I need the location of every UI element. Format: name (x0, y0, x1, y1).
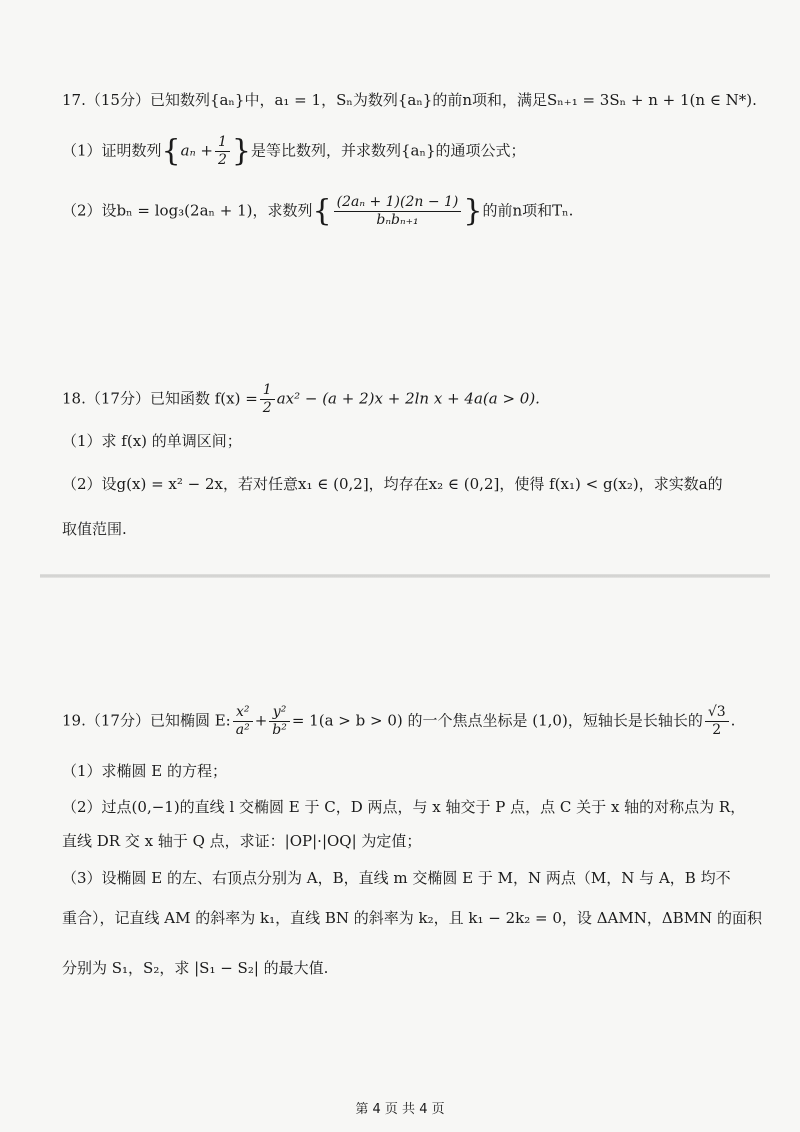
right-brace: } (231, 133, 252, 169)
q17-part1-fraction (215, 134, 230, 169)
q17-part2-fraction (334, 194, 462, 229)
q18-stem (62, 382, 770, 417)
fraction-denominator: 2 (262, 400, 272, 416)
q17-part2-suffix: 的前n项和Tₙ. (482, 201, 574, 220)
fraction-denominator: bₙbₙ₊₁ (376, 212, 419, 228)
q18-stem-fraction (260, 382, 275, 417)
q18-stem-suffix: ax² − (a + 2)x + 2ln x + 4a(a > 0). (276, 389, 540, 408)
fraction-numerator: x² (233, 704, 253, 722)
q17-stem: 17.（15分）已知数列{aₙ}中，a₁ = 1，Sₙ为数列{aₙ}的前n项和，满足Sₙ₊₁ = 3Sₙ + n + 1(n ∈ N*). (62, 91, 757, 109)
q17-part1-inner: aₙ + (180, 141, 213, 160)
page-footer: 第 4 页 共 4 页 (355, 1102, 445, 1117)
q19-part1: （1）求椭圆 E 的方程； (62, 762, 228, 780)
left-brace: { (312, 193, 332, 229)
q19-part3-line1: （3）设椭圆 E 的左、右顶点分别为 A，B，直线 m 交椭圆 E 于 M，N 两点（M，N 与 A，B 均不 (62, 869, 731, 887)
left-brace: { (161, 133, 181, 169)
q19-part2-line1: （2）过点(0,−1)的直线 l 交椭圆 E 于 C，D 两点，与 x 轴交于 P 点，点 C 关于 x 轴的对称点为 R， (62, 798, 746, 816)
q18-stem-prefix: 18.（17分）已知函数 f(x) = (62, 389, 258, 408)
fraction-numerator: 1 (215, 134, 230, 152)
q18-part2-line2: 取值范围. (62, 520, 127, 538)
q19-fraction-x (233, 704, 253, 739)
q18-part1: （1）求 f(x) 的单调区间； (62, 432, 242, 450)
page-fold-divider (40, 574, 770, 578)
q17-part1-prefix: （1）证明数列 (62, 141, 162, 160)
fraction-numerator: y² (269, 704, 290, 722)
q17-part1 (62, 134, 770, 169)
q19-fraction-sqrt3 (705, 704, 729, 739)
q17-part2 (62, 194, 770, 229)
fraction-denominator: 2 (218, 152, 227, 168)
q19-part3-line3: 分别为 S₁，S₂，求 |S₁ − S₂| 的最大值. (62, 959, 329, 977)
q19-stem (62, 704, 770, 739)
fraction-numerator: √3 (705, 704, 729, 722)
q19-part3-line2: 重合），记直线 AM 的斜率为 k₁，直线 BN 的斜率为 k₂，且 k₁ − 2k₂ = 0，设 ΔAMN，ΔBMN 的面积 (62, 909, 762, 927)
right-brace: } (463, 193, 483, 229)
fraction-denominator: a² (235, 722, 250, 738)
q17-part1-suffix: 是等比数列，并求数列{aₙ}的通项公式； (251, 141, 526, 160)
fraction-denominator: 2 (712, 722, 722, 738)
fraction-numerator: (2aₙ + 1)(2n − 1) (334, 194, 462, 212)
q19-plus: + (254, 711, 268, 730)
q19-part2-line2: 直线 DR 交 x 轴于 Q 点，求证：|OP|·|OQ| 为定值； (62, 832, 422, 850)
q19-stem-mid: = 1(a > b > 0) 的一个焦点坐标是 (1,0)，短轴长是长轴长的 (291, 711, 703, 730)
fraction-denominator: b² (272, 722, 287, 738)
q17-part2-prefix: （2）设bₙ = log₃(2aₙ + 1)，求数列 (62, 201, 313, 220)
q19-stem-prefix: 19.（17分）已知椭圆 E: (62, 711, 231, 730)
q19-fraction-y (269, 704, 290, 739)
q19-stem-end: . (730, 711, 736, 730)
fraction-numerator: 1 (260, 382, 275, 400)
q18-part2-line1: （2）设g(x) = x² − 2x，若对任意x₁ ∈ (0,2]，均存在x₂ ∈ (0,2]，使得 f(x₁) < g(x₂)，求实数a的 (62, 475, 723, 493)
